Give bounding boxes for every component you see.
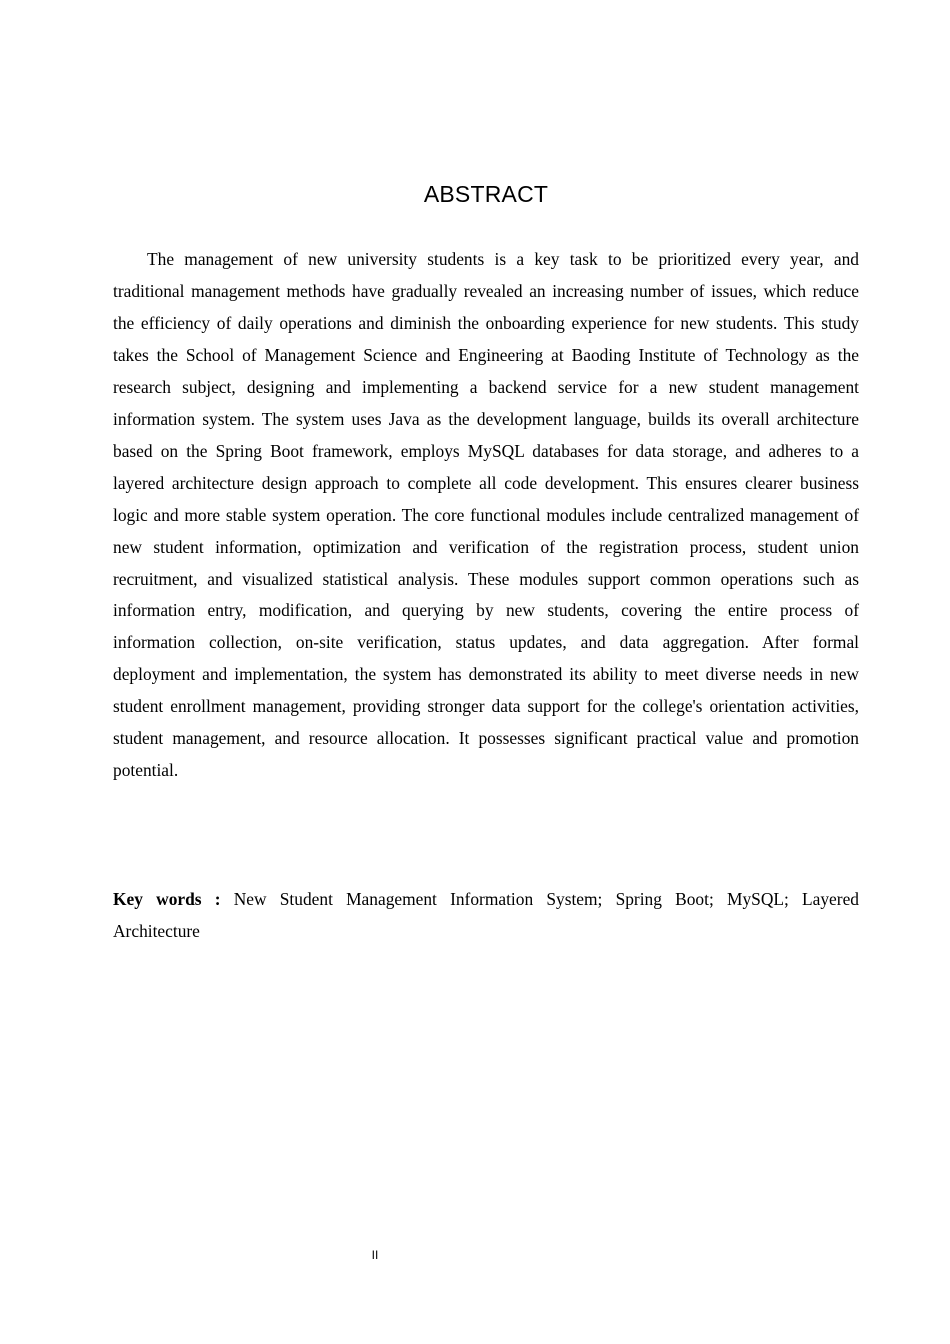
page-number: II (371, 1248, 379, 1262)
keywords-text: New Student Management Information System; Spring Boot; MySQL; Layered Architecture (113, 889, 859, 941)
keywords-paragraph (113, 883, 859, 947)
abstract-title: ABSTRACT (423, 181, 549, 207)
keywords-label: Key words : (113, 889, 221, 909)
abstract-body: The management of new university students is a key task to be prioritized every year, and traditional management methods have gradually revealed an increasing number of issues, which reduce the efficiency of daily operations and diminish the onboarding experience for new students. This study takes the School of Management Science and Engineering at Baoding Institute of Technology as the research subject, designing and implementing a backend service for a new student management information system. The system uses Java as the development language, builds its overall architecture based on the Spring Boot framework, employs MySQL databases for data storage, and adheres to a layered architecture design approach to complete all code development. This ensures clearer business logic and more stable system operation. The core functional modules include centralized management of new student information, optimization and verification of the registration process, student union recruitment, and visualized statistical analysis. These modules support common operations such as information entry, modification, and querying by new students, covering the entire process of information collection, on-site verification, status updates, and data aggregation. After formal deployment and implementation, the system has demonstrated its ability to meet diverse needs in new student enrollment management, providing stronger data support for the college's orientation activities, student management, and resource allocation. It possesses significant practical value and promotion potential. (113, 249, 859, 781)
